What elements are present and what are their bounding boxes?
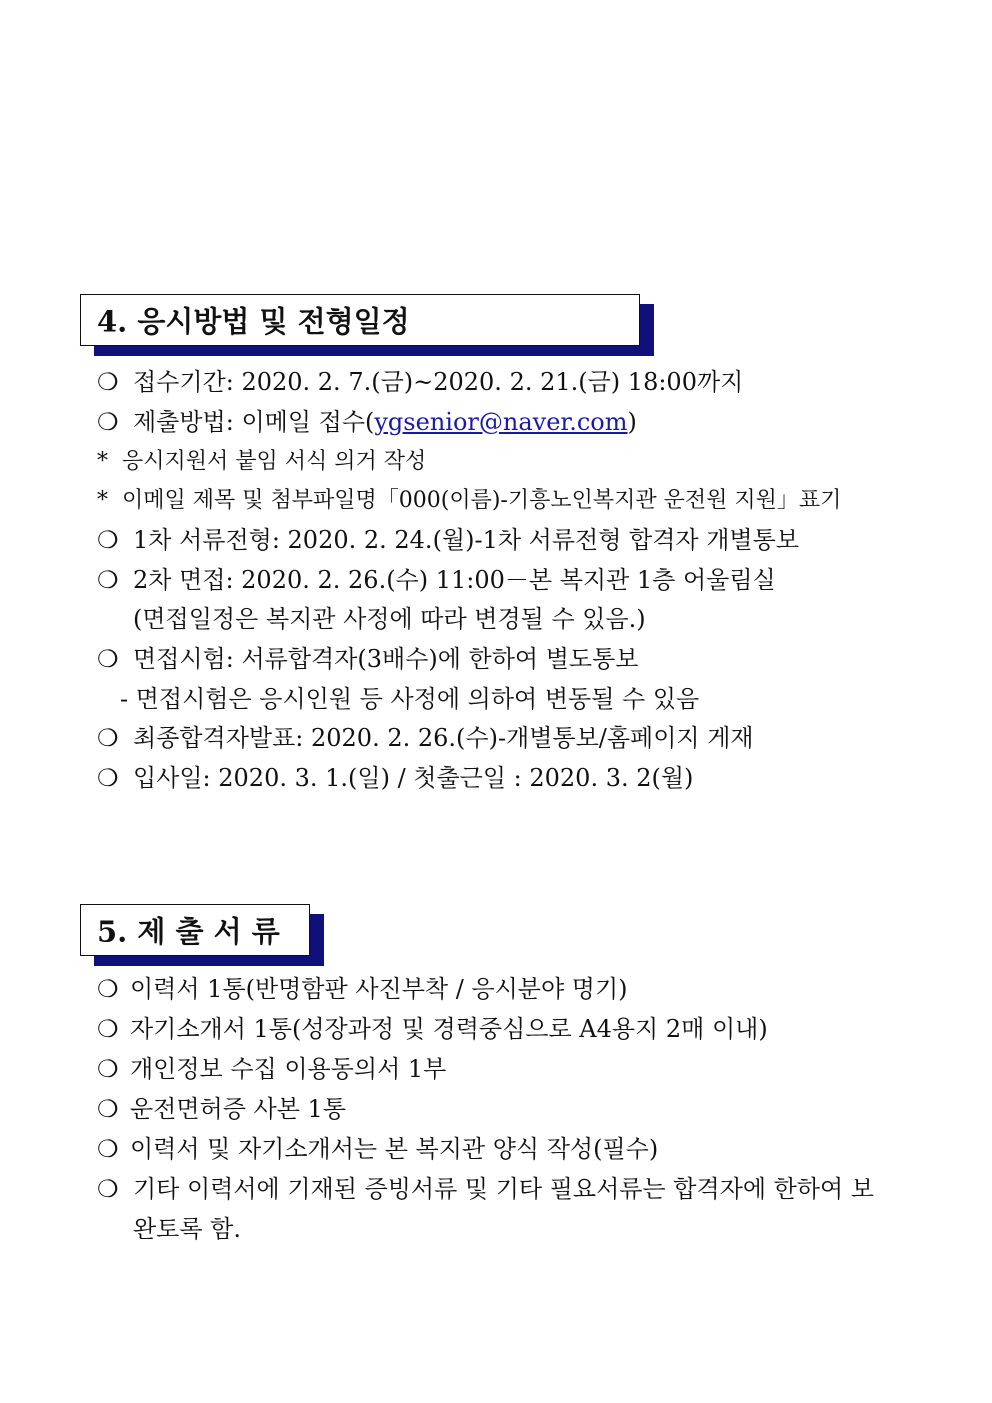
shadowed-circle-bullet-icon: ❍ xyxy=(97,1175,119,1203)
circle-bullet-icon: ❍ xyxy=(97,408,119,436)
circle-bullet-icon: ❍ xyxy=(97,724,119,752)
shadowed-circle-bullet-icon: ❍ xyxy=(97,1095,119,1123)
circle-bullet-icon: ❍ xyxy=(97,566,119,594)
circle-bullet-icon: ❍ xyxy=(97,526,119,554)
email-link[interactable]: ygsenior@naver.com xyxy=(374,408,628,436)
shadowed-circle-bullet-icon: ❍ xyxy=(97,1015,119,1043)
shadowed-circle-bullet-icon: ❍ xyxy=(97,975,119,1003)
circle-bullet-icon: ❍ xyxy=(97,368,119,396)
asterisk-bullet-icon: * xyxy=(97,488,108,513)
circle-bullet-icon: ❍ xyxy=(97,764,119,792)
section-4-header xyxy=(80,294,640,346)
shadowed-circle-bullet-icon: ❍ xyxy=(97,1135,119,1163)
circle-bullet-icon: ❍ xyxy=(97,645,119,673)
asterisk-bullet-icon: * xyxy=(97,449,108,474)
section-5-header xyxy=(80,904,310,956)
section-4-title: 4. 응시방법 및 전형일정 xyxy=(97,304,410,339)
shadowed-circle-bullet-icon: ❍ xyxy=(97,1055,119,1083)
section-5-title: 5. 제 출 서 류 xyxy=(97,914,280,949)
